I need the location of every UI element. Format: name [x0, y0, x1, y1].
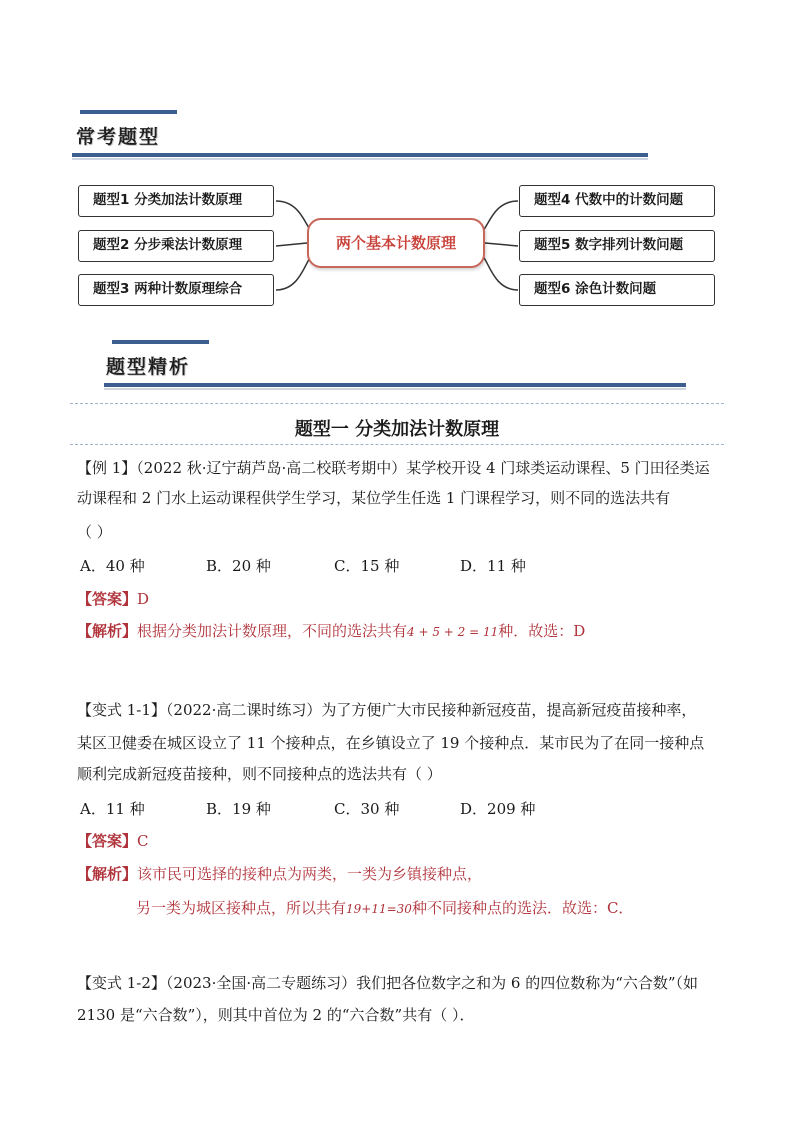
section-underline-shadow	[104, 388, 686, 390]
example1-option-c: C．15 种	[334, 557, 400, 575]
variant1-line2: 某区卫健委在城区设立了 11 个接种点，在乡镇设立了 19 个接种点．某市民为了在同一接种点	[77, 734, 705, 752]
example1-option-d: D．11 种	[460, 557, 526, 575]
analysis-label: 【解析】	[77, 622, 138, 640]
answer-value: D	[137, 590, 150, 608]
answer-label: 【答案】	[77, 590, 138, 608]
variant1-analysis-line1	[77, 864, 482, 884]
example1-option-a: A．40 种	[80, 557, 145, 575]
example1-line1: 【例 1】（2022 秋·辽宁葫芦岛·高二校联考期中）某学校开设 4 门球类运动课程、5 门田径类运	[77, 459, 710, 477]
type-box-1: 题型1 分类加法计数原理	[78, 185, 274, 217]
variant1-line3: 顺利完成新冠疫苗接种，则不同接种点的选法共有（ ）	[77, 765, 442, 783]
example1-line2: 动课程和 2 门水上运动课程供学生学习，某位学生任选 1 门课程学习，则不同的选法共有	[77, 489, 671, 507]
section-title-common-types: 常考题型	[76, 126, 161, 148]
analysis-label: 【解析】	[77, 865, 138, 883]
analysis-text: 另一类为城区接种点，所以共有	[136, 899, 347, 917]
mindmap-center: 两个基本计数原理	[307, 218, 485, 268]
analysis-conclusion: 种不同接种点的选法．故选：C．	[411, 899, 634, 917]
dashed-divider	[70, 403, 724, 404]
variant1-option-d: D．209 种	[460, 800, 536, 818]
type-box-4: 题型4 代数中的计数问题	[519, 185, 715, 217]
dashed-divider	[70, 444, 724, 445]
variant1-analysis-line2	[136, 898, 633, 919]
variant1-answer	[77, 831, 149, 851]
variant1-option-b: B．19 种	[206, 800, 271, 818]
variant2-line1: 【变式 1-2】（2023·全国·高二专题练习）我们把各位数字之和为 6 的四位数称为“六合数”（如	[77, 974, 699, 992]
analysis-conclusion: 种．故选：D	[498, 622, 586, 640]
variant1-option-c: C．30 种	[334, 800, 400, 818]
answer-value: C	[137, 832, 149, 850]
type-box-6: 题型6 涂色计数问题	[519, 274, 715, 306]
section-underline	[104, 383, 686, 387]
variant1-line1: 【变式 1-1】（2022·高二课时练习）为了方便广大市民接种新冠疫苗，提高新冠疫苗接种率，	[77, 701, 697, 719]
analysis-formula: 19+11=30	[346, 902, 412, 916]
section-title-analysis: 题型精析	[106, 356, 191, 378]
variant2-line2: 2130 是“六合数”），则其中首位为 2 的“六合数”共有（ ）．	[77, 1006, 475, 1024]
variant1-option-a: A．11 种	[80, 800, 145, 818]
analysis-text: 根据分类加法计数原理，不同的选法共有	[137, 622, 408, 640]
analysis-formula: 4 + 5 + 2 = 11	[407, 625, 499, 639]
type-box-3: 题型3 两种计数原理综合	[78, 274, 274, 306]
example1-option-b: B．20 种	[206, 557, 271, 575]
type-box-5: 题型5 数字排列计数问题	[519, 230, 715, 262]
answer-label: 【答案】	[77, 832, 138, 850]
example1-analysis	[77, 621, 585, 642]
analysis-text: 该市民可选择的接种点为两类，一类为乡镇接种点，	[137, 865, 483, 883]
topic-heading: 题型一 分类加法计数原理	[294, 419, 500, 440]
example1-answer	[77, 589, 149, 609]
type-box-2: 题型2 分步乘法计数原理	[78, 230, 274, 262]
example1-line3: （ ）	[77, 523, 112, 541]
section-accent-bar	[112, 340, 209, 344]
